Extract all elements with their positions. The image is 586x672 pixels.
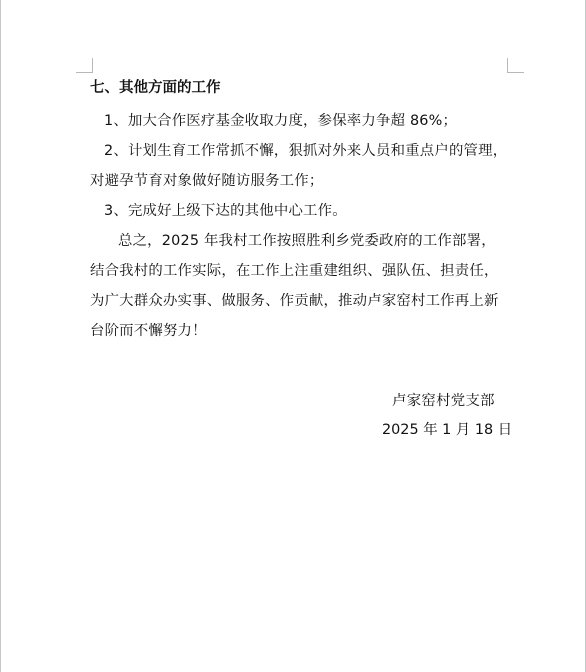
- list-item-2-line-2: 对避孕节育对象做好随访服务工作；: [90, 173, 324, 189]
- list-item-2-line-1: 2、计划生育工作常抓不懈，狠抓对外来人员和重点户的管理，: [104, 143, 508, 159]
- summary-line-3: 为广大群众办实事、做服务、作贡献，推动卢家窑村工作再上新: [90, 293, 499, 309]
- summary-line-4: 台阶而不懈努力！: [90, 323, 207, 339]
- top-right-margin-mark: [507, 58, 524, 73]
- page-left-edge: [0, 0, 1, 672]
- signature-organization: 卢家窑村党支部: [392, 393, 495, 409]
- document-body[interactable]: [90, 76, 512, 346]
- summary-line-2: 结合我村的工作实际，在工作上注重建组织、强队伍、担责任，: [90, 263, 499, 279]
- list-item-1: 1、加大合作医疗基金收取力度，参保率力争超 86%；: [104, 113, 458, 129]
- summary-line-1: 总之，2025 年我村工作按照胜利乡党委政府的工作部署，: [118, 233, 496, 249]
- top-left-margin-mark: [76, 58, 93, 73]
- list-item-3: 3、完成好上级下达的其他中心工作。: [104, 203, 347, 219]
- signature-date: 2025 年 1 月 18 日: [382, 422, 513, 438]
- section-heading: 七、其他方面的工作: [90, 80, 221, 96]
